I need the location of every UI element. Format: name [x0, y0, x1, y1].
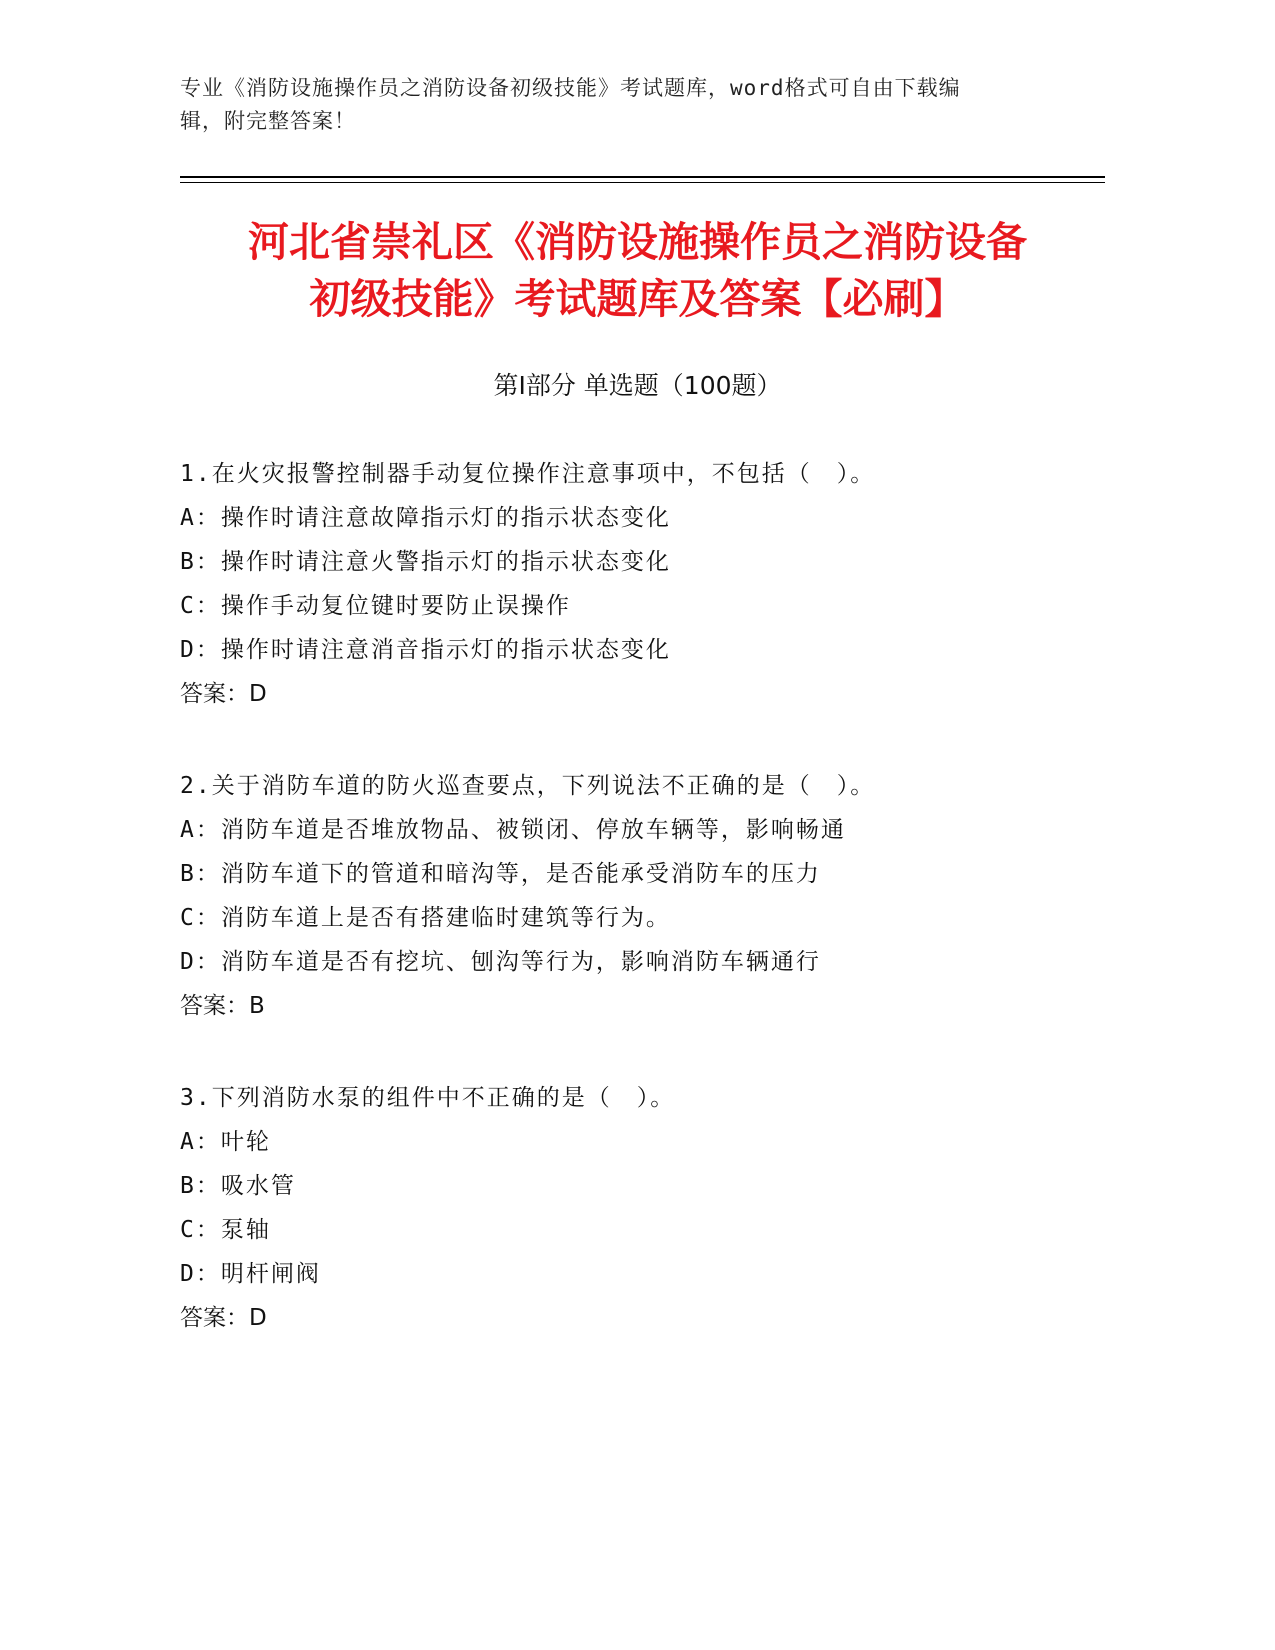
- question-stem: 2.关于消防车道的防火巡查要点，下列说法不正确的是（ ）。: [180, 773, 876, 799]
- header-divider-thin: [180, 182, 1105, 183]
- option-c: C：泵轴: [180, 1217, 271, 1243]
- header-divider-thick: [180, 176, 1105, 178]
- answer-label: 答案：B: [180, 993, 265, 1019]
- question-list: [180, 452, 1080, 1388]
- answer-label: 答案：D: [180, 681, 267, 707]
- question-2: [180, 764, 1080, 1028]
- option-c: C：消防车道上是否有搭建临时建筑等行为。: [180, 905, 671, 931]
- header-note-line-2: 辑，附完整答案！: [180, 109, 356, 133]
- section-heading: 第Ⅰ部分 单选题（100题）: [493, 371, 782, 400]
- question-1: [180, 452, 1080, 716]
- option-b: B：吸水管: [180, 1173, 296, 1199]
- option-d: D：消防车道是否有挖坑、刨沟等行为，影响消防车辆通行: [180, 949, 821, 975]
- question-3: [180, 1076, 1080, 1340]
- option-a: A：消防车道是否堆放物品、被锁闭、停放车辆等，影响畅通: [180, 817, 846, 843]
- option-b: B：消防车道下的管道和暗沟等，是否能承受消防车的压力: [180, 861, 821, 887]
- question-stem: 3.下列消防水泵的组件中不正确的是（ ）。: [180, 1085, 676, 1111]
- option-a: A：操作时请注意故障指示灯的指示状态变化: [180, 505, 671, 531]
- title-line-2: 初级技能》考试题库及答案【必刷】: [309, 275, 966, 323]
- option-d: D：明杆闸阀: [180, 1261, 321, 1287]
- header-note: [180, 72, 1060, 138]
- answer-label: 答案：D: [180, 1305, 267, 1331]
- option-a: A：叶轮: [180, 1129, 271, 1155]
- document-title: [150, 214, 1125, 328]
- option-b: B：操作时请注意火警指示灯的指示状态变化: [180, 549, 671, 575]
- option-c: C：操作手动复位键时要防止误操作: [180, 593, 571, 619]
- question-stem: 1.在火灾报警控制器手动复位操作注意事项中，不包括（ ）。: [180, 461, 876, 487]
- title-line-1: 河北省崇礼区《消防设施操作员之消防设备: [248, 218, 1027, 266]
- option-d: D：操作时请注意消音指示灯的指示状态变化: [180, 637, 671, 663]
- header-note-line-1: 专业《消防设施操作员之消防设备初级技能》考试题库，word格式可自由下载编: [180, 76, 961, 100]
